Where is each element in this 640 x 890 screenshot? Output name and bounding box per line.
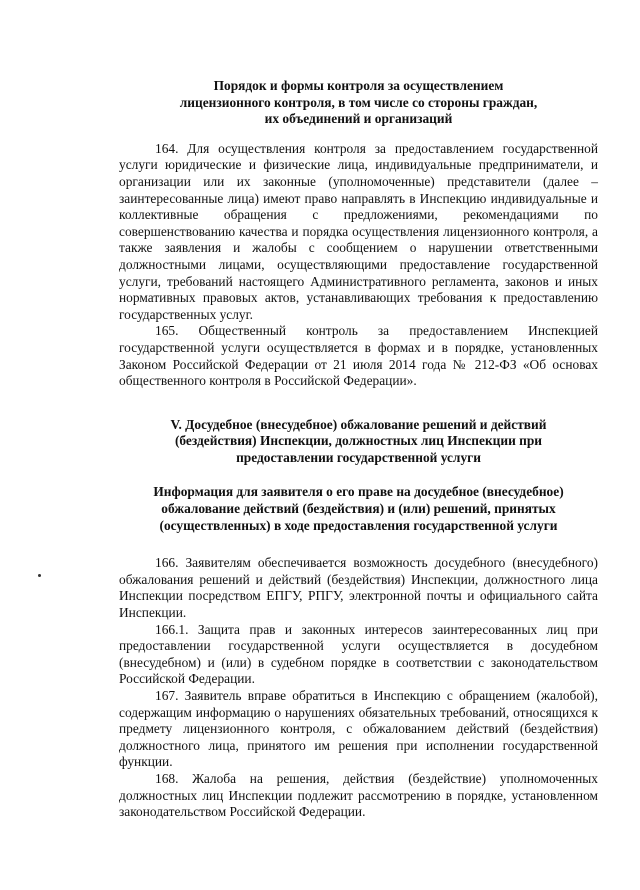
heading-line: лицензионного контроля, в том числе со стороны граждан, <box>179 94 538 110</box>
paragraph-164: 164. Для осуществления контроля за предоставлением государственной услуги юридические и физические лица, индивидуальные предприниматели, и организации или их законные (уполномоченные) представители (далее – заинтересованные лица) имеют право направлять в Инспекцию индивидуальные и коллективные обращения с предложениями, рекомендациями по совершенствованию качества и порядка осуществления лицензионного контроля, а также заявления и жалобы с сообщением о нарушении ответственными должностными лицами, осуществляющими предоставление государственной услуги, требований настоящего Административного регламента, законов и иных нормативных правовых актов, устанавливающих требования к предоставлению государственных услуг. <box>119 140 598 322</box>
document-page <box>119 66 598 821</box>
subsection-heading-info <box>119 484 598 534</box>
paragraph-167: 167. Заявитель вправе обратиться в Инспекцию с обращением (жалобой), содержащим информацию о нарушениях обязательных требований, относящихся к предмету лицензионного контроля, с обжалованием действий (бездействия) должностного лица, принятого им решения при исполнении государственной функции. <box>119 688 598 770</box>
heading-line: Информация для заявителя о его праве на досудебное (внесудебное) <box>153 484 564 500</box>
heading-line: Порядок и формы контроля за осуществлением <box>213 78 504 93</box>
paragraph-166-1: 166.1. Защита прав и законных интересов заинтересованных лиц при предоставлении государственной услуги осуществляется в досудебном (внесудебном) и (или) в судебном порядке в соответствии с законодательством Российской Федерации. <box>119 621 598 687</box>
paragraph-165: 165. Общественный контроль за предоставлением Инспекцией государственной услуги осуществляется в формах и в порядке, установленных Законом Российской Федерации от 21 июля 2014 года № 212-ФЗ «Об основах общественного контроля в Российской Федерации». <box>119 323 598 389</box>
heading-line: их объединений и организаций <box>264 111 453 127</box>
heading-line: (осуществленных) в ходе предоставления государственной услуги <box>159 517 558 533</box>
section-heading-v <box>119 417 598 467</box>
paragraph-168: 168. Жалоба на решения, действия (бездействие) уполномоченных должностных лиц Инспекции подлежит рассмотрению в порядке, установленном законодательством Российской Федерации. <box>119 770 598 820</box>
heading-line: (бездействия) Инспекции, должностных лиц Инспекции при <box>174 433 543 449</box>
scan-speck <box>38 574 41 577</box>
paragraph-166: 166. Заявителям обеспечивается возможность досудебного (внесудебного) обжалования решений и действий (бездействия) Инспекции, должностного лица Инспекции посредством ЕПГУ, РПГУ, электронной почты и официального сайта Инспекции. <box>119 555 598 621</box>
heading-line: V. Досудебное (внесудебное) обжалование решений и действий <box>170 416 547 432</box>
section-heading-control <box>119 78 598 128</box>
heading-line: предоставлении государственной услуги <box>236 449 481 465</box>
heading-line: обжалование действий (бездействия) и (или) решений, принятых <box>161 501 556 517</box>
